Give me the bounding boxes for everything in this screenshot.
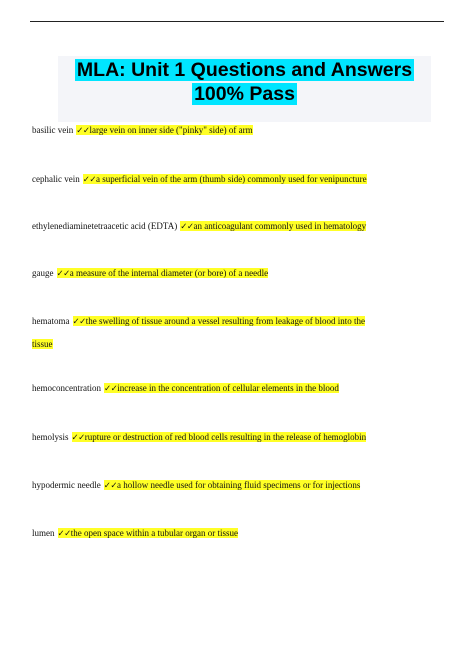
- check-mark-icon: ✓✓: [82, 175, 96, 185]
- entry-term: hypodermic needle: [32, 480, 101, 490]
- list-item: [32, 168, 452, 191]
- entry-term: gauge: [32, 268, 54, 278]
- entry-definition: a superficial vein of the arm (thumb side) commonly used for venipuncture: [95, 174, 367, 184]
- title-block: [58, 56, 431, 122]
- list-item: [32, 119, 452, 142]
- entry-definition: a measure of the internal diameter (or bore) of a needle: [69, 268, 269, 278]
- entry-term: ethylenediaminetetraacetic acid (EDTA): [32, 221, 178, 231]
- list-item: [32, 262, 452, 285]
- list-item: [32, 377, 452, 400]
- entry-definition: rupture or destruction of red blood cells resulting in the release of hemoglobin: [84, 432, 367, 442]
- list-item: [32, 474, 452, 497]
- entry-definition: a hollow needle used for obtaining fluid specimens or for injections: [116, 480, 361, 490]
- list-item: [32, 426, 452, 449]
- list-item-continuation: [32, 333, 452, 355]
- header-rule: [30, 21, 444, 22]
- check-mark-icon: ✓✓: [71, 433, 85, 443]
- document-title: MLA: Unit 1 Questions and Answers: [76, 59, 413, 81]
- entry-definition: large vein on inner side ("pinky" side) of arm: [89, 125, 253, 135]
- entry-definition-continued: tissue: [32, 339, 53, 349]
- check-mark-icon: ✓✓: [103, 481, 117, 491]
- check-mark-icon: ✓✓: [72, 317, 86, 327]
- entry-term: basilic vein: [32, 125, 74, 135]
- check-mark-icon: ✓✓: [56, 269, 70, 279]
- entry-definition: an anticoagulant commonly used in hematology: [193, 221, 367, 231]
- entry-term: hemoconcentration: [32, 383, 101, 393]
- list-item: [32, 310, 452, 333]
- entry-definition: increase in the concentration of cellular elements in the blood: [117, 383, 339, 393]
- check-mark-icon: ✓✓: [76, 126, 90, 136]
- entry-term: lumen: [32, 528, 55, 538]
- entry-definition: the open space within a tubular organ or tissue: [70, 528, 239, 538]
- document-subtitle: 100% Pass: [194, 83, 295, 105]
- entry-term: cephalic vein: [32, 174, 80, 184]
- list-item: [32, 522, 452, 545]
- list-item: [32, 215, 452, 238]
- entry-term: hemolysis: [32, 432, 69, 442]
- check-mark-icon: ✓✓: [57, 529, 71, 539]
- entry-term: hematoma: [32, 316, 70, 326]
- check-mark-icon: ✓✓: [180, 222, 194, 232]
- check-mark-icon: ✓✓: [103, 384, 118, 394]
- entry-definition: the swelling of tissue around a vessel resulting from leakage of blood into the: [85, 316, 365, 326]
